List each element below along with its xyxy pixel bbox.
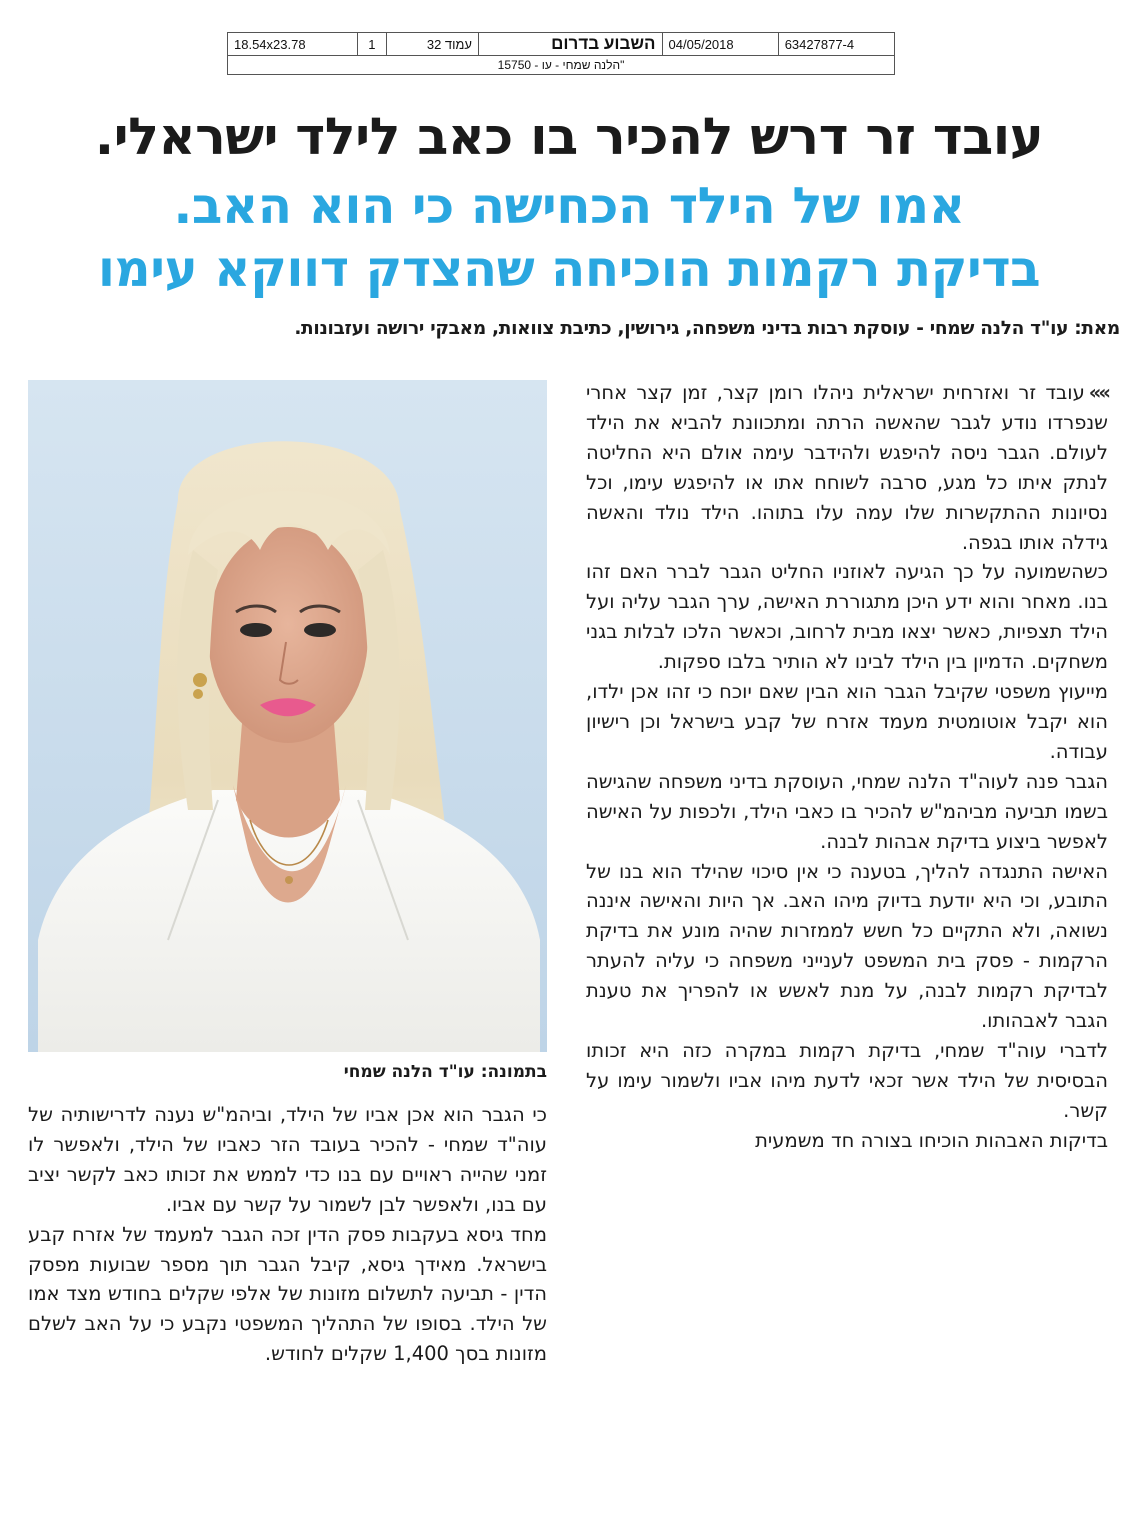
clip-size: 18.54x23.78 — [228, 33, 358, 56]
clip-source: "הלנה שמחי - עו - 15750 — [228, 56, 895, 75]
article-paragraph: מחד גיסא בעקבות פסק הדין זכה הגבר למעמד של אזרח קבע בישראל. מאידך גיסא, קיבל הגבר תוך מספר שבועות מפסק הדין - תביעה לתשלום מזונות של אלפי שקלים בחודש מצד אמו של הילד. בסופו של התהליך המשפטי נקבע כי על האב לשלם מזונות בסך 1,400 שקלים לחודש. — [28, 1222, 547, 1366]
sub-headline-2: בדיקת רקמות הוכיחה שהצדק דווקא עימו — [97, 240, 1041, 298]
author-portrait-photo — [28, 380, 547, 1052]
article-paragraph: »»עובד זר ואזרחית ישראלית ניהלו רומן קצר, זמן קצר אחרי שנפרדו נודע לגבר שהאשה הרתה ומתכוונת להביא את הילד לעולם. הגבר ניסה להיפגש ולהידבר עימה אולם היא החליטה לנתק איתו כל מגע, סרבה לשוחח אתו או להיפגש עימו, וכל נסיונות ההתקשרות שלו עמה עלו בתוהו. הילד נולד והאשה גידלה אותו בגפה. — [586, 381, 1108, 554]
clip-page: עמוד 32 — [386, 33, 478, 56]
clip-issue: 1 — [357, 33, 386, 56]
article-left-column — [28, 1100, 547, 1369]
clipping-header — [227, 32, 895, 75]
photo-caption: בתמונה: עו"ד הלנה שמחי — [343, 1062, 547, 1082]
byline: מאת: עו"ד הלנה שמחי - עוסקת רבות בדיני משפחה, גירושין, כתיבת צוואות, מאבקי ירושה ועזבונות. — [294, 318, 1120, 339]
article-right-column — [586, 378, 1108, 1156]
lead-arrow-icon: »» — [1088, 381, 1108, 404]
clip-id: 63427877-4 — [778, 33, 894, 56]
article-paragraph: כי הגבר הוא אכן אביו של הילד, וביהמ"ש נענה לדרישותיה של עוה"ד שמחי - להכיר בעובד הזר כאביו של הילד, ולאפשר לו זמני שהייה ראויים עם בנו כדי לממש את זכותו כאב לקשר יציב עם בנו, ולאפשר לבן לשמור על קשר עם אביו. — [28, 1103, 547, 1216]
article-paragraph: מייעוץ משפטי שקיבל הגבר הוא הבין שאם יוכח כי זהו אכן ילדו, הוא יקבל אוטומטית מעמד אזרח של קבע בישראל וכן רישיון עבודה. — [586, 680, 1108, 763]
portrait-illustration — [28, 380, 547, 1052]
article-paragraph: האישה התנגדה להליך, בטענה כי אין סיכוי שהילד הוא בנו של התובע, וכי היא יודעת בדיוק מיהו האב. אך היות והאישה איננה נשואה, ולא התקיים כל חשש לממזרות שהיה מונע את בדיקת הרקמות - פסק בית המשפט לענייני משפחה כי עליה להעתר לבדיקת רקמות לבנה, על מנת לאשש או להפריך את טענת הגבר לאבהותו. — [586, 859, 1108, 1033]
article-paragraph: בדיקות האבהות הוכיחו בצורה חד משמעית — [755, 1128, 1108, 1152]
main-headline: עובד זר דרש להכיר בו כאב לילד ישראלי. — [94, 108, 1044, 167]
article-paragraph: כשהשמועה על כך הגיעה לאוזניו החליט הגבר לברר האם זהו בנו. מאחר והוא ידע היכן מתגוררת האישה, ערך הגבר עליה ועל הילד תצפיות, כאשר יצאו מבית לרחוב, וכאשר הלכו לבלות בגני משחקים. הדמיון בין הילד לבינו לא הותיר בלבו ספקות. — [586, 560, 1108, 674]
clip-newspaper: השבוע בדרום — [479, 33, 663, 56]
sub-headline-1: אמו של הילד הכחישה כי הוא האב. — [173, 177, 965, 235]
article-paragraph: הגבר פנה לעוה"ד הלנה שמחי, העוסקת בדיני משפחה שהגישה בשמו תביעה מביהמ"ש להכיר בו כאבי הילד, ולכפות על האישה לאפשר ביצוע בדיקת אבהות לבנה. — [586, 769, 1108, 853]
clip-date: 04/05/2018 — [662, 33, 778, 56]
article-paragraph: לדברי עוה"ד שמחי, בדיקת רקמות במקרה כזה היא זכותו הבסיסית של הילד אשר זכאי לדעת מיהו אביו ולשמור עימו על קשר. — [586, 1038, 1108, 1122]
